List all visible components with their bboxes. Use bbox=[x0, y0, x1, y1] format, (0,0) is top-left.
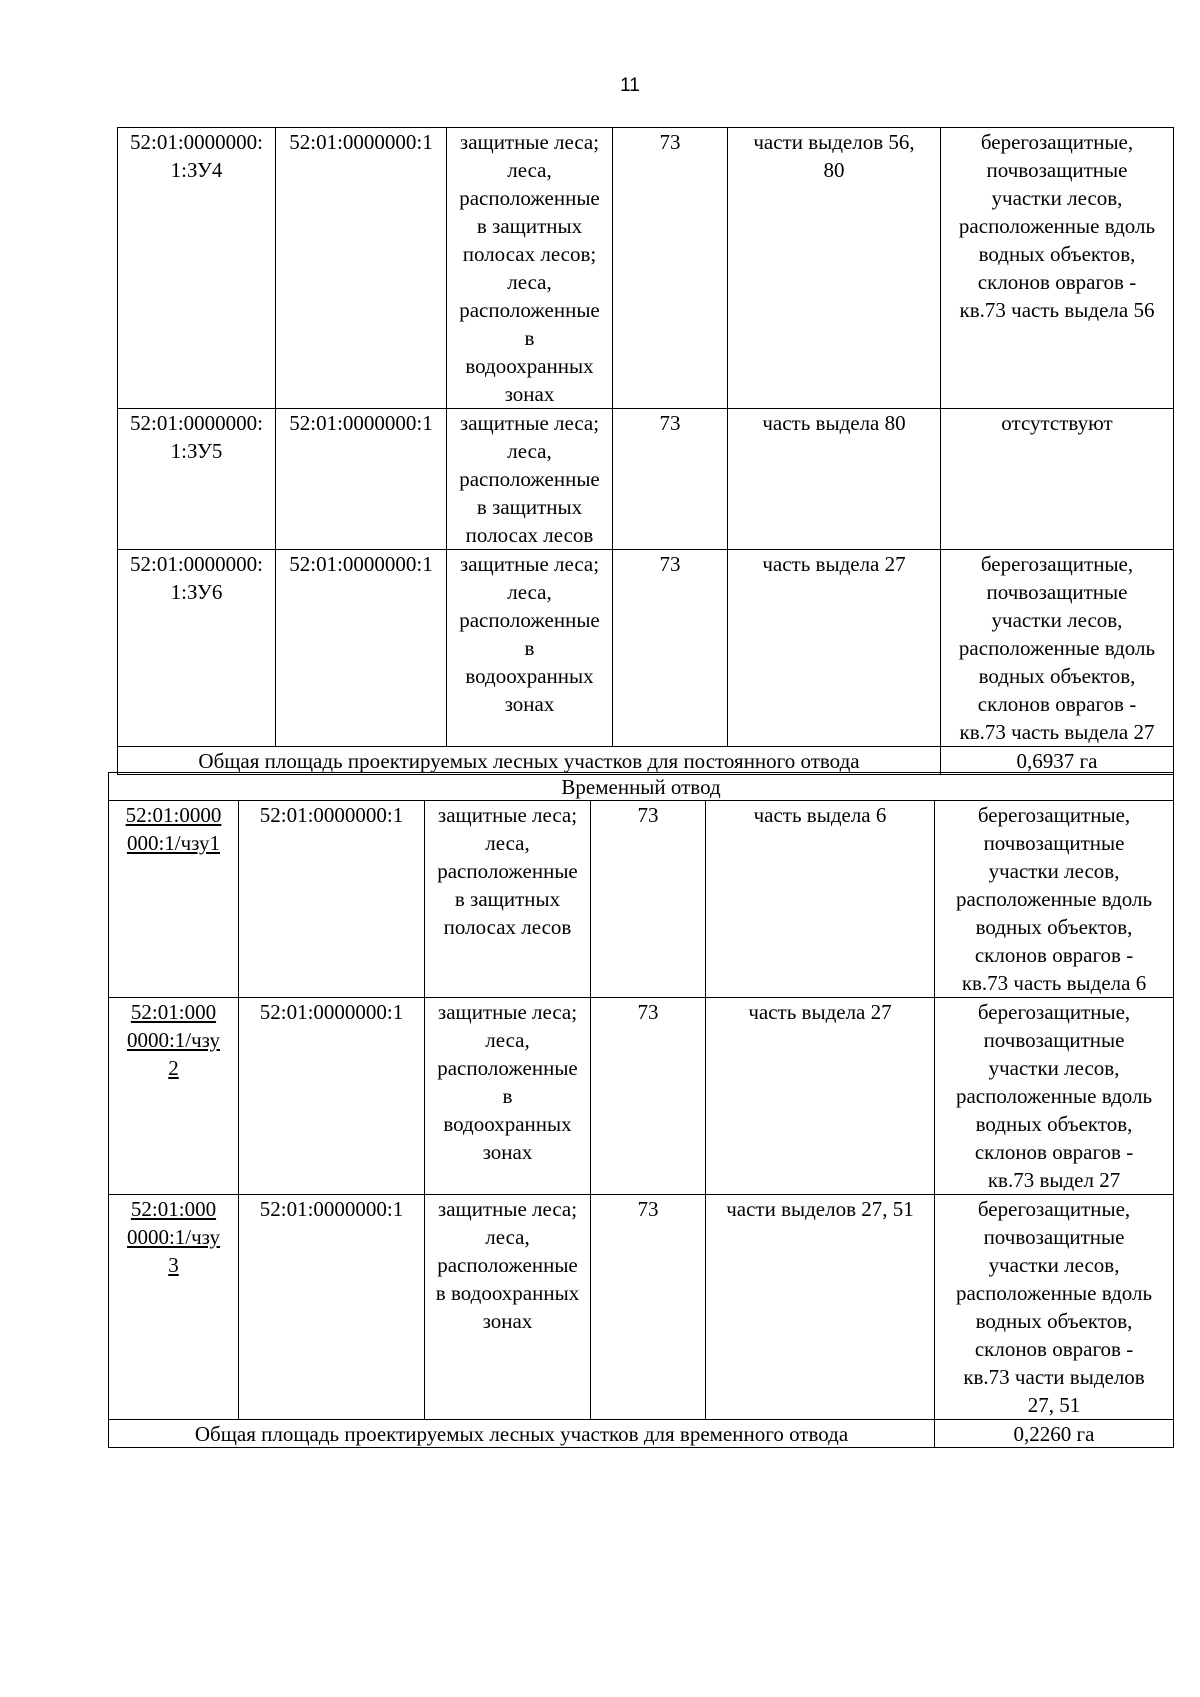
allotment-parts-cell: части выделов 56, 80 bbox=[728, 128, 941, 409]
forest-category-cell: защитные леса; леса, расположенные в водоохранных зонах bbox=[425, 1195, 591, 1420]
allotment-parts-cell: части выделов 27, 51 bbox=[706, 1195, 935, 1420]
forest-category-cell: защитные леса; леса, расположенные в защитных полосах лесов; леса, расположенные в водоохранных зонах bbox=[447, 128, 613, 409]
parent-parcel-cell: 52:01:0000000:1 bbox=[239, 801, 425, 998]
quarter-cell: 73 bbox=[591, 1195, 706, 1420]
total-label: Общая площадь проектируемых лесных участков для постоянного отвода bbox=[118, 747, 941, 775]
parent-parcel-cell: 52:01:0000000:1 bbox=[239, 1195, 425, 1420]
plot-id-cell: 52:01:0000000: 1:ЗУ4 bbox=[118, 128, 276, 409]
plot-id-cell: 52:01:0000000: 1:ЗУ6 bbox=[118, 550, 276, 747]
protective-zones-cell: берегозащитные, почвозащитные участки лесов, расположенные вдоль водных объектов, склонов оврагов - кв.73 выдел 27 bbox=[935, 998, 1174, 1195]
total-row bbox=[109, 1420, 1174, 1448]
table-row bbox=[118, 550, 1174, 747]
allotment-parts-cell: часть выдела 27 bbox=[706, 998, 935, 1195]
plot-id-cell: 52:01:000 0000:1/чзу 3 bbox=[109, 1195, 239, 1420]
table-row bbox=[109, 801, 1174, 998]
parent-parcel-cell: 52:01:0000000:1 bbox=[276, 409, 447, 550]
plot-id-cell: 52:01:0000000: 1:ЗУ5 bbox=[118, 409, 276, 550]
parent-parcel-cell: 52:01:0000000:1 bbox=[276, 128, 447, 409]
forest-category-cell: защитные леса; леса, расположенные в водоохранных зонах bbox=[425, 998, 591, 1195]
protective-zones-cell: берегозащитные, почвозащитные участки лесов, расположенные вдоль водных объектов, склонов оврагов - кв.73 части выделов 27, 51 bbox=[935, 1195, 1174, 1420]
quarter-cell: 73 bbox=[613, 128, 728, 409]
parent-parcel-cell: 52:01:0000000:1 bbox=[239, 998, 425, 1195]
parent-parcel-cell: 52:01:0000000:1 bbox=[276, 550, 447, 747]
allotment-parts-cell: часть выдела 6 bbox=[706, 801, 935, 998]
protective-zones-cell: берегозащитные, почвозащитные участки лесов, расположенные вдоль водных объектов, склонов оврагов - кв.73 часть выдела 6 bbox=[935, 801, 1174, 998]
allotment-parts-cell: часть выдела 80 bbox=[728, 409, 941, 550]
permanent-allotment-table bbox=[117, 127, 1174, 775]
table-row bbox=[109, 1195, 1174, 1420]
forest-category-cell: защитные леса; леса, расположенные в защитных полосах лесов bbox=[425, 801, 591, 998]
table-row bbox=[109, 998, 1174, 1195]
total-value: 0,6937 га bbox=[941, 747, 1174, 775]
table-row bbox=[118, 409, 1174, 550]
plot-id-cell: 52:01:0000 000:1/чзу1 bbox=[109, 801, 239, 998]
protective-zones-cell: берегозащитные, почвозащитные участки лесов, расположенные вдоль водных объектов, склонов оврагов - кв.73 часть выдела 27 bbox=[941, 550, 1174, 747]
forest-category-cell: защитные леса; леса, расположенные в водоохранных зонах bbox=[447, 550, 613, 747]
protective-zones-cell: берегозащитные, почвозащитные участки лесов, расположенные вдоль водных объектов, склонов оврагов - кв.73 часть выдела 56 bbox=[941, 128, 1174, 409]
total-value: 0,2260 га bbox=[935, 1420, 1174, 1448]
temporary-allotment-table bbox=[108, 772, 1174, 1448]
protective-zones-cell: отсутствуют bbox=[941, 409, 1174, 550]
section-header-row bbox=[109, 773, 1174, 801]
forest-category-cell: защитные леса; леса, расположенные в защитных полосах лесов bbox=[447, 409, 613, 550]
total-row bbox=[118, 747, 1174, 775]
quarter-cell: 73 bbox=[613, 409, 728, 550]
table-row bbox=[118, 128, 1174, 409]
quarter-cell: 73 bbox=[613, 550, 728, 747]
allotment-parts-cell: часть выдела 27 bbox=[728, 550, 941, 747]
quarter-cell: 73 bbox=[591, 801, 706, 998]
plot-id-cell: 52:01:000 0000:1/чзу 2 bbox=[109, 998, 239, 1195]
total-label: Общая площадь проектируемых лесных участков для временного отвода bbox=[109, 1420, 935, 1448]
quarter-cell: 73 bbox=[591, 998, 706, 1195]
section-header: Временный отвод bbox=[109, 773, 1174, 801]
page-number: 11 bbox=[620, 75, 640, 96]
